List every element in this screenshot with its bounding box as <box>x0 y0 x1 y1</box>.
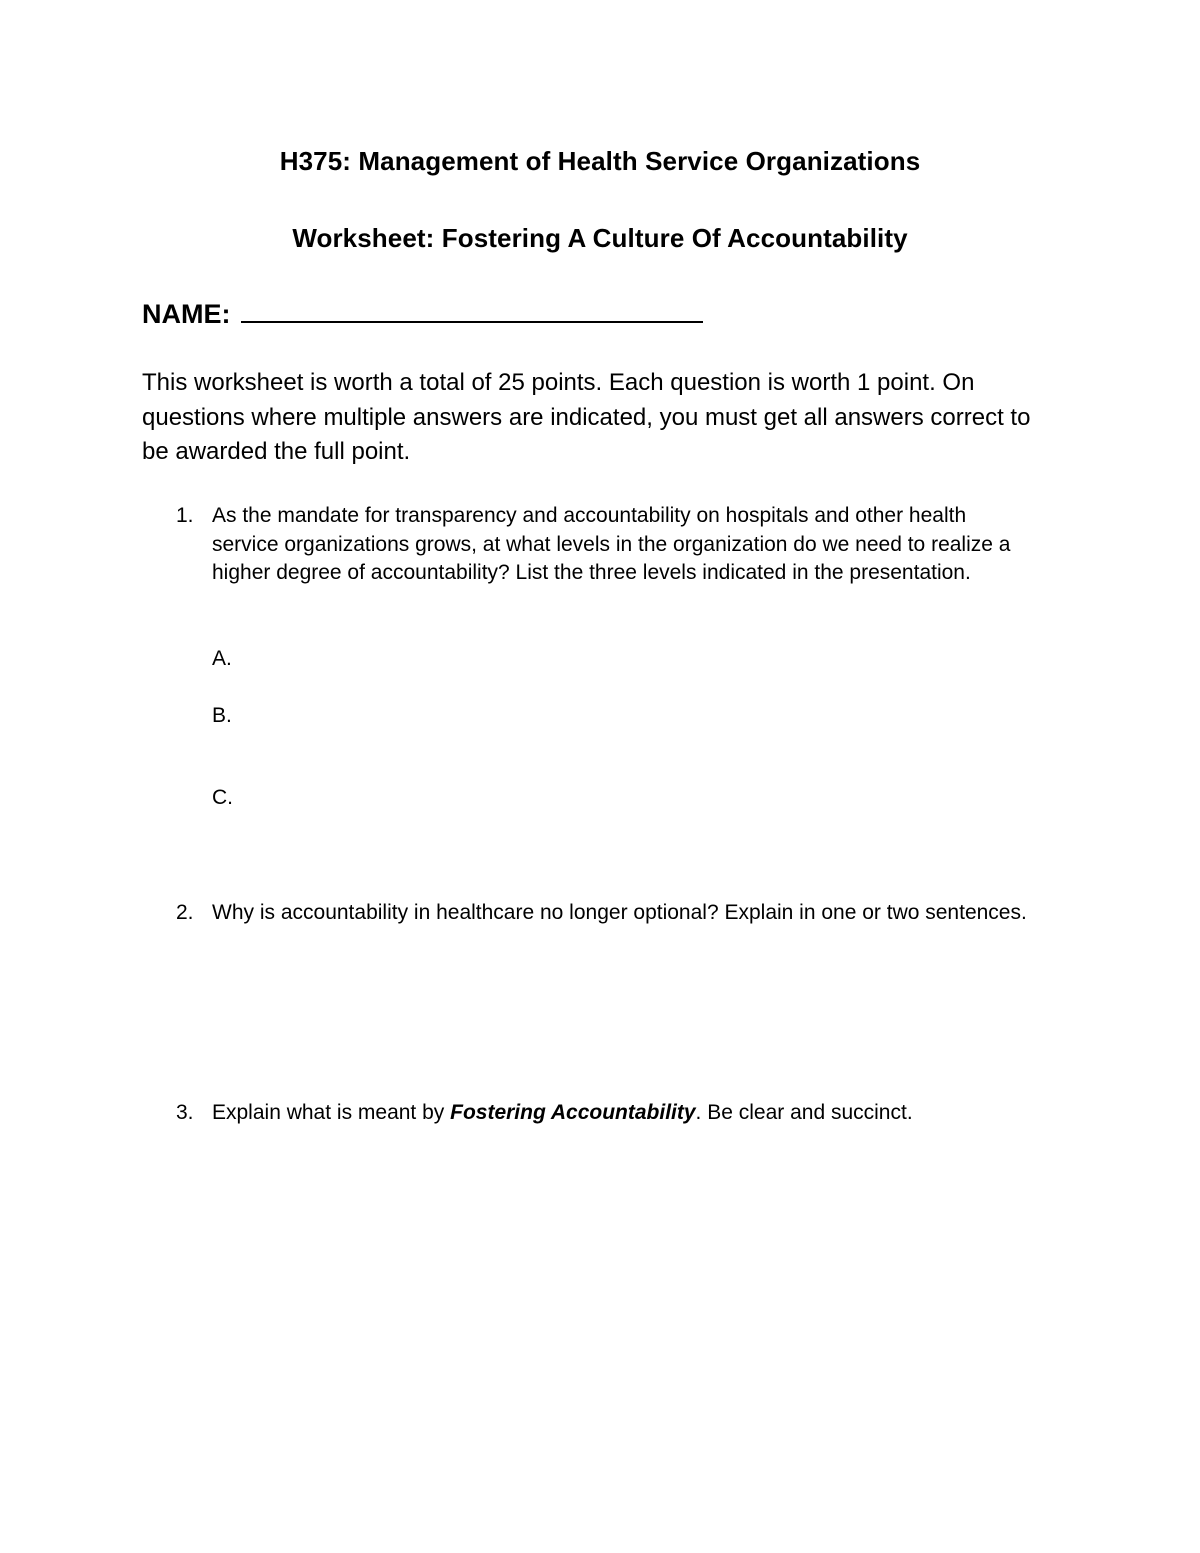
course-title: H375: Management of Health Service Organizations <box>279 146 921 176</box>
name-field <box>142 299 703 330</box>
question-line: service organizations grows, at what levels in the organization do we need to realize a <box>212 532 1011 556</box>
answer-label-a: A. <box>212 647 232 670</box>
question-number: 1. <box>176 504 194 527</box>
answer-label-b: B. <box>212 704 232 727</box>
question-text-end: . Be clear and succinct. <box>695 1101 913 1124</box>
question-text <box>212 1099 913 1128</box>
emphasized-term: Fostering Accountability <box>450 1101 696 1124</box>
question-number: 2. <box>176 901 194 924</box>
question-line: higher degree of accountability? List the three levels indicated in the presentation. <box>212 561 971 584</box>
name-blank-line[interactable] <box>241 321 703 323</box>
worksheet-title: Worksheet: Fostering A Culture Of Accountability <box>292 223 908 253</box>
question-line: As the mandate for transparency and accountability on hospitals and other health <box>212 504 967 527</box>
answer-label-c: C. <box>212 786 233 809</box>
question-number: 3. <box>176 1101 194 1124</box>
question-text-start: Explain what is meant by <box>212 1101 451 1124</box>
question-text <box>212 502 1010 588</box>
instructions-paragraph: This worksheet is worth a total of 25 points. Each question is worth 1 point. On questions where multiple answers are indicated, you must get all answers correct to be awarded the full point. <box>142 369 1031 465</box>
question-text: Why is accountability in healthcare no longer optional? Explain in one or two sentences. <box>212 901 1027 924</box>
name-label: NAME: <box>142 299 231 329</box>
